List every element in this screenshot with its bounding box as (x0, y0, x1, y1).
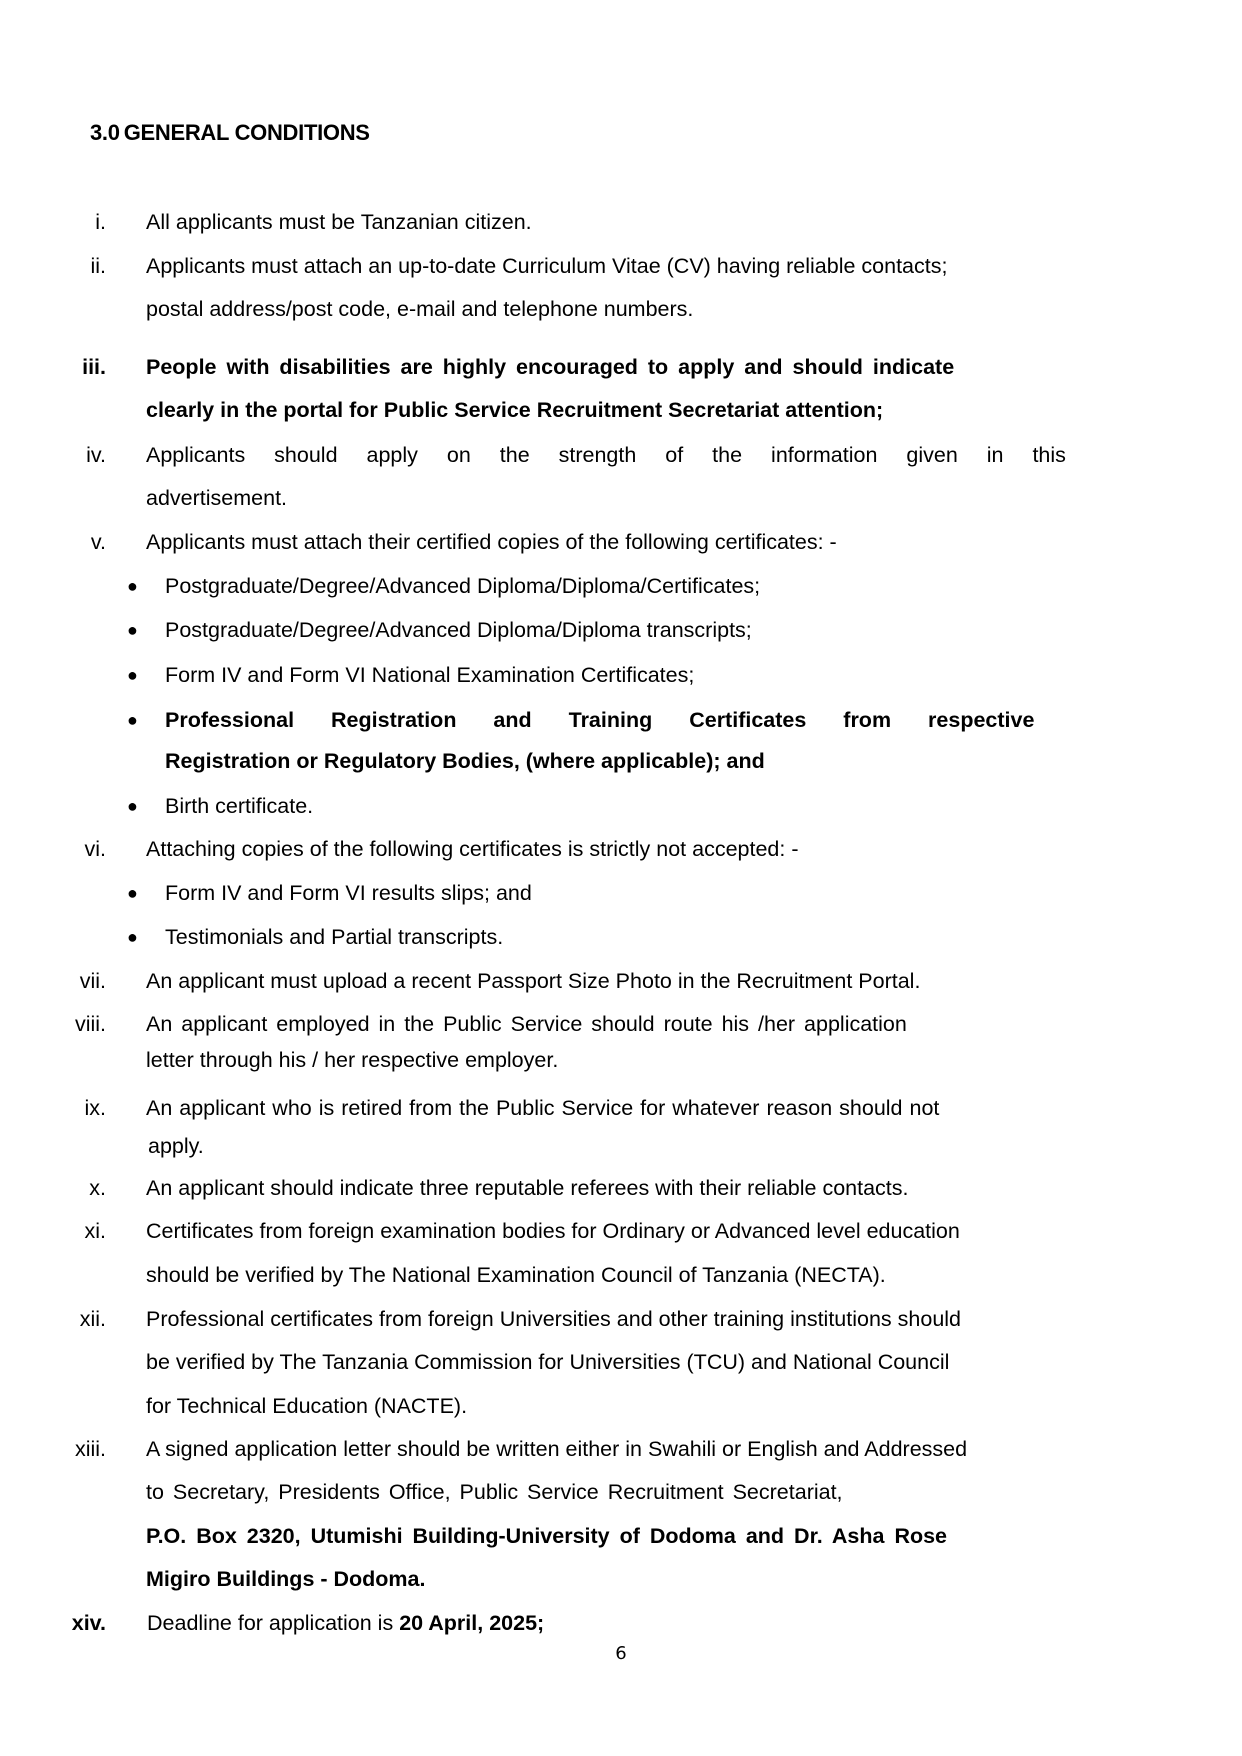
item-text: An applicant employed in the Public Service should route his /her application (146, 1012, 907, 1036)
address-line: P.O. Box 2320, Utumishi Building-University of Dodoma and Dr. Asha Rose (146, 1524, 948, 1548)
item-text: All applicants must be Tanzanian citizen. (146, 210, 532, 234)
item-marker: iv. (86, 443, 106, 467)
item-marker: vii. (79, 969, 106, 993)
section-heading (90, 120, 370, 146)
item-text: for Technical Education (NACTE). (146, 1394, 468, 1418)
item-text: advertisement. (146, 486, 288, 510)
item-text: Applicants should apply on the strength of the information given in this (146, 443, 1066, 467)
item-text: People with disabilities are highly encouraged to apply and should indicate (146, 355, 955, 379)
bullet-text: Postgraduate/Degree/Advanced Diploma/Diploma/Certificates; (165, 574, 761, 598)
bullet-text: Postgraduate/Degree/Advanced Diploma/Diploma transcripts; (165, 618, 752, 642)
item-marker: x. (89, 1176, 106, 1200)
section-number: 3.0 (90, 120, 120, 145)
item-text: Applicants must attach their certified copies of the following certificates: - (146, 530, 837, 554)
item-marker: vi. (84, 837, 106, 861)
bullet-icon: ● (127, 710, 138, 730)
bullet-icon: ● (127, 665, 138, 685)
item-marker: xiv. (71, 1611, 106, 1635)
item-marker: xiii. (74, 1437, 106, 1461)
item-marker: iii. (82, 355, 106, 379)
bullet-text: Form IV and Form VI results slips; and (165, 881, 532, 905)
item-marker: ix. (84, 1096, 106, 1120)
item-text: Professional certificates from foreign Universities and other training institutions should (146, 1307, 962, 1331)
item-marker: ii. (90, 254, 106, 278)
item-text: to Secretary, Presidents Office, Public Service Recruitment Secretariat, (146, 1480, 843, 1504)
item-text: Applicants must attach an up-to-date Curriculum Vitae (CV) having reliable contacts; (146, 254, 948, 278)
item-marker: xi. (84, 1219, 106, 1243)
item-text: A signed application letter should be written either in Swahili or English and Addressed (146, 1437, 968, 1461)
item-text: Attaching copies of the following certificates is strictly not accepted: - (146, 837, 799, 861)
deadline-prefix: Deadline for application is (147, 1611, 400, 1635)
bullet-icon: ● (127, 620, 138, 640)
bullet-icon: ● (127, 883, 138, 903)
bullet-text: Form IV and Form VI National Examination Certificates; (165, 663, 695, 687)
bullet-text: Birth certificate. (165, 794, 314, 818)
item-text: An applicant must upload a recent Passport Size Photo in the Recruitment Portal. (146, 969, 921, 993)
item-text: should be verified by The National Examination Council of Tanzania (NECTA). (146, 1263, 886, 1287)
bullet-text: Testimonials and Partial transcripts. (165, 925, 504, 949)
item-text: An applicant who is retired from the Public Service for whatever reason should not (146, 1096, 940, 1120)
item-text: clearly in the portal for Public Service Recruitment Secretariat attention; (146, 398, 884, 422)
section-title: GENERAL CONDITIONS (123, 120, 370, 145)
item-marker: viii. (74, 1012, 106, 1036)
item-text (147, 1610, 544, 1636)
page-number: 6 (615, 1643, 627, 1664)
item-marker: v. (90, 530, 106, 554)
bullet-icon: ● (127, 796, 138, 816)
bullet-text: Professional Registration and Training Certificates from respective (165, 708, 1035, 732)
bullet-icon: ● (127, 576, 138, 596)
item-text: be verified by The Tanzania Commission for Universities (TCU) and National Council (146, 1350, 950, 1374)
item-text: letter through his / her respective employer. (146, 1048, 559, 1072)
item-text: An applicant should indicate three reputable referees with their reliable contacts. (146, 1176, 909, 1200)
bullet-icon: ● (127, 927, 138, 947)
item-marker: i. (95, 210, 106, 234)
address-line: Migiro Buildings - Dodoma. (146, 1567, 426, 1591)
item-text: postal address/post code, e-mail and telephone numbers. (146, 297, 694, 321)
bullet-text: Registration or Regulatory Bodies, (where applicable); and (165, 749, 765, 773)
deadline-date: 20 April, 2025; (399, 1611, 545, 1635)
item-marker: xii. (79, 1307, 106, 1331)
item-text: Certificates from foreign examination bodies for Ordinary or Advanced level education (146, 1219, 960, 1243)
item-text: apply. (148, 1134, 204, 1158)
